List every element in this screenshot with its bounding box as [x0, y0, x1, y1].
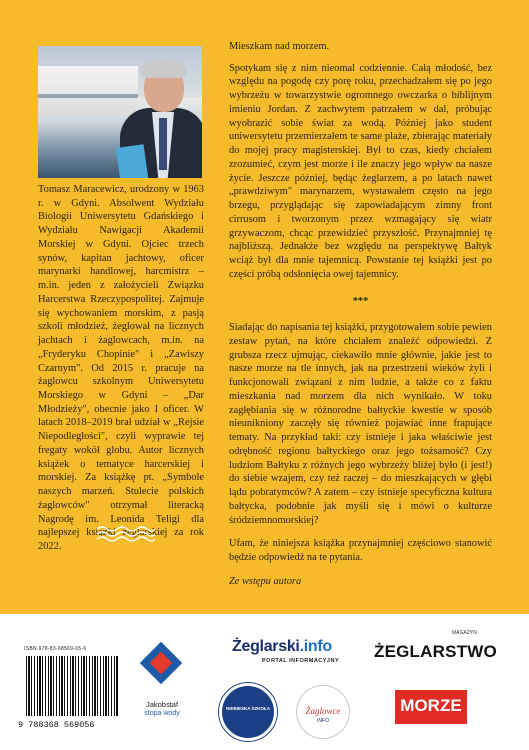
- zeglarski-subtitle: PORTAL INFORMACYJNY: [262, 658, 340, 664]
- niebieska-szkola-badge: [219, 683, 277, 741]
- held-book: [116, 144, 148, 178]
- zaglowce-sub-label: INFO: [317, 718, 329, 724]
- author-bio: Tomasz Maracewicz, urodzony w 1963 r. w Gdyni. Absolwent Wydziału Biologii Uniwersytetu Gdańskiego i Wydziału Nawigacji Akademii Morskiej w Gdyni. Ojciec trzech synów, kapitan jachtowy, oficer marynarki handlowej, harcmistrz – m.in. jeden z założycieli Związku Harcerstwa Rzeczypospolitej. Zajmuje się wychowaniem morskim, z pasją szkoli młodzież, żeglował na licznych jachtach i żaglowcach, m.in. na „Fryderyku Chopinie" i „Zawiszy Czarnym". Od 2015 r. pracuje na żaglowcu szkolnym Uniwersytetu Morskiego w Gdyni – „Dar Młodzieży", obecnie jako I oficer. W latach 2018–2019 brał udział w „Rejsie Niepodległości", czyli wyprawie tej fregaty wokół globu. Autor licznych książek o tematyce harcerskiej i morskiej. Za książkę pt. „Symbole naszych marzeń. Stulecie polskich żaglowców" otrzymał literacką Nagrodę im. Leonida Teligi dla najlepszej książki żeglarskiej za rok 2022.: [38, 184, 204, 553]
- wave-ornament-icon: [95, 524, 155, 544]
- source-attribution: Ze wstępu autora: [229, 575, 302, 587]
- jakobstaf-subtitle: stopa wody: [144, 710, 180, 717]
- ship-hull: [38, 66, 138, 116]
- opening-line: Mieszkam nad morzem.: [229, 41, 330, 52]
- zeglarstwo-logo: ŻEGLARSTWO: [374, 642, 497, 661]
- niebieska-szkola-label: NIEBIESKA SZKOŁA: [225, 706, 271, 711]
- isbn-label: ISBN 978-83-68569-05-6: [24, 646, 87, 652]
- jakobstaf-name: Jakobstaf: [145, 700, 179, 709]
- barcode-number: 9 788368 569056: [18, 720, 95, 730]
- barcode-block: [12, 642, 120, 734]
- magazyn-label: MAGAZYN: [452, 630, 477, 636]
- paragraph-1: Spotykam się z nim nieomal codziennie. Całą młodość, bez względu na pogodę czy porę roku, przechadzałem się po jego wybrzeżu w towarzystwie ogromnego owczarka o biblijnym imieniu Jordan. Z zachwytem patrzałem w dal, próbując wyobrazić sobie świat za wodą. Później jako student uniwersytetu przemierzałem te same plaże, zbierając materiały do mojej pracy magisterskiej. Był to czas, kiedy chciałem zrozumieć, czym jest morze i ile znaczy jego wpływ na nasze życie. Jeszcze później, będąc żeglarzem, a po latach nawet „prawdziwym" marynarzem, wystawałem często na jego brzegu, przyglądając się zapowiadającym zimny front cirrusom i tworzonym przez wzmagający się wiatr grzywaczom, chcąc przewidzieć przyszłość. Przynajmniej tę najbliższą. Jednakże bez względu na perspektywę Bałtyk wciąż był dla mnie tajemnicą. Powstanie tej książki jest po części próbą odsłonięcia owej tajemnicy.: [229, 62, 492, 280]
- footer-logos: [0, 614, 529, 750]
- intro-text: [229, 40, 492, 598]
- section-separator: ***: [352, 296, 369, 308]
- author-hair: [142, 60, 186, 78]
- zaglowce-info-badge: [296, 685, 350, 739]
- zeglarski-domain: .info: [299, 638, 332, 655]
- paragraph-2: Siadając do napisania tej książki, przygotowałem sobie pewien zestaw pytań, na które chciałem znaleźć odpowiedzi. Z grubsza rzecz ujmując, ciekawiło mnie głównie, jakie jest to nasze morze na tle innych, jak na przestrzeni wieków żyli i funkcjonowali związani z nim ludzie, a także co z faktu mieszkania nad morzem dla nich wynikało. W toku zagłębiania się w różnorodne bałtyckie kwestie w sposób nieunikniony zaczęły się również pojawiać inne frapujące tematy. Na przykład taki: czy istnieje i jaka właściwie jest odrębność regionu bałtyckiego oraz jego tożsamość? Czy ludziom Bałtyku z różnych jego wybrzeży bliżej było (i jest!) do siebie wzajem, czy też raczej – do mieszkających w głębi lądu pobratymców? A zatem – czy istnieje specyficzna kultura bałtycka, podobnie jak myśli się i mówi o kulturze śródziemnomorskiej?: [229, 322, 492, 526]
- barcode-icon: [26, 656, 118, 716]
- morze-wordmark: MORZE: [400, 696, 462, 715]
- author-tie: [159, 118, 167, 170]
- zaglowce-label: Żaglowce: [305, 706, 341, 716]
- ship-stripe: [38, 94, 138, 98]
- author-photo: [38, 46, 202, 178]
- zeglarski-wordmark: Żeglarski: [232, 638, 300, 655]
- morze-logo: [395, 690, 467, 724]
- paragraph-3: Ufam, że niniejsza książka przynajmniej częściowo stanowić będzie odpowiedź na te pytania.: [229, 538, 492, 563]
- zeglarski-info-logo: [232, 638, 332, 656]
